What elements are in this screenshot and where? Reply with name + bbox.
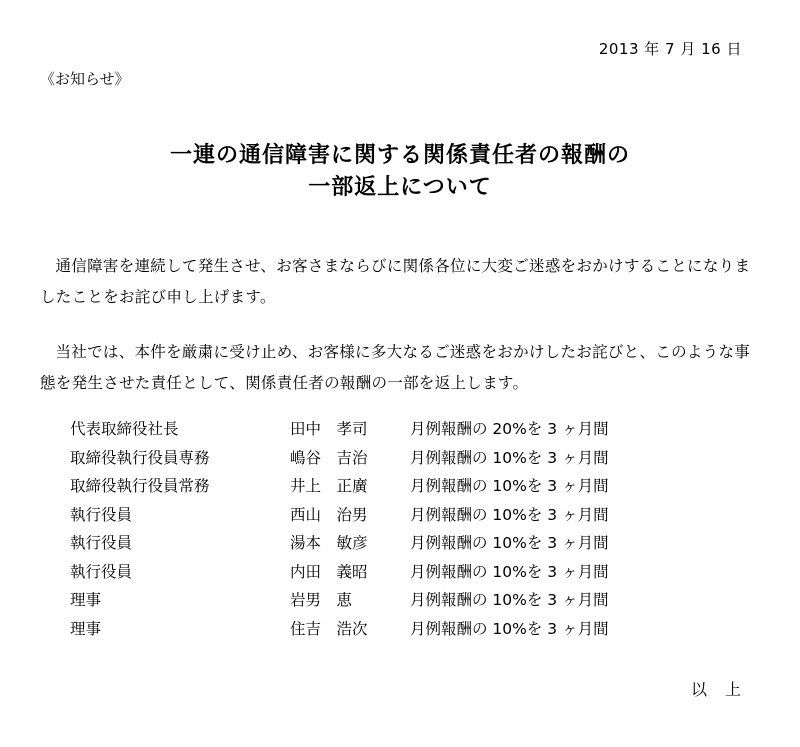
- officer-detail: 月例報酬の 10%を 3 ヶ月間: [410, 619, 609, 638]
- officer-title: 取締役執行役員常務: [70, 477, 210, 496]
- officer-detail: 月例報酬の 10%を 3 ヶ月間: [410, 562, 609, 581]
- officer-title: 理事: [70, 619, 102, 638]
- officer-row: [70, 528, 670, 557]
- officer-detail: 月例報酬の 10%を 3 ヶ月間: [410, 505, 609, 524]
- officer-row: [70, 500, 670, 529]
- officer-name: 田中 孝司: [290, 420, 368, 439]
- body-paragraph-measures: 当社では、本件を厳粛に受け止め、お客様に多大なるご迷惑をおかけしたお詫びと、このような事態を発生させた責任として、関係責任者の報酬の一部を返上します。: [40, 343, 751, 392]
- officer-list: [70, 414, 670, 642]
- officer-name: 岩男 恵: [290, 591, 353, 610]
- officer-name: 住吉 浩次: [290, 619, 368, 638]
- officer-title: 執行役員: [70, 534, 133, 553]
- officer-name: 井上 正廣: [290, 477, 368, 496]
- officer-detail: 月例報酬の 10%を 3 ヶ月間: [410, 534, 609, 553]
- officer-row: [70, 414, 670, 443]
- officer-detail: 月例報酬の 10%を 3 ヶ月間: [410, 591, 609, 610]
- officer-name: 湯本 敏彦: [290, 534, 368, 553]
- officer-row: [70, 585, 670, 614]
- officer-title: 理事: [70, 591, 102, 610]
- officer-name: 嶋谷 吉治: [290, 448, 368, 467]
- officer-title: 代表取締役社長: [70, 420, 179, 439]
- closing-mark: 以 上: [690, 680, 742, 699]
- notice-label: 《お知らせ》: [40, 70, 130, 88]
- officer-detail: 月例報酬の 10%を 3 ヶ月間: [410, 477, 609, 496]
- officer-title: 執行役員: [70, 505, 133, 524]
- officer-row: [70, 557, 670, 586]
- officer-row: [70, 614, 670, 643]
- officer-row: [70, 471, 670, 500]
- officer-name: 西山 治男: [290, 505, 368, 524]
- document-title: [0, 140, 800, 204]
- officer-name: 内田 義昭: [290, 562, 368, 581]
- officer-title: 執行役員: [70, 562, 133, 581]
- title-line-1: 一連の通信障害に関する関係責任者の報酬の: [169, 143, 630, 168]
- officer-title: 取締役執行役員専務: [70, 448, 210, 467]
- officer-detail: 月例報酬の 20%を 3 ヶ月間: [410, 420, 609, 439]
- officer-row: [70, 443, 670, 472]
- title-line-2: 一部返上について: [308, 175, 492, 200]
- document-date: 2013 年 7 月 16 日: [598, 40, 742, 58]
- officer-detail: 月例報酬の 10%を 3 ヶ月間: [410, 448, 609, 467]
- body-paragraph-apology: 通信障害を連続して発生させ、お客さまならびに関係各位に大変ご迷惑をおかけすることになりましたことをお詫び申し上げます。: [40, 257, 751, 306]
